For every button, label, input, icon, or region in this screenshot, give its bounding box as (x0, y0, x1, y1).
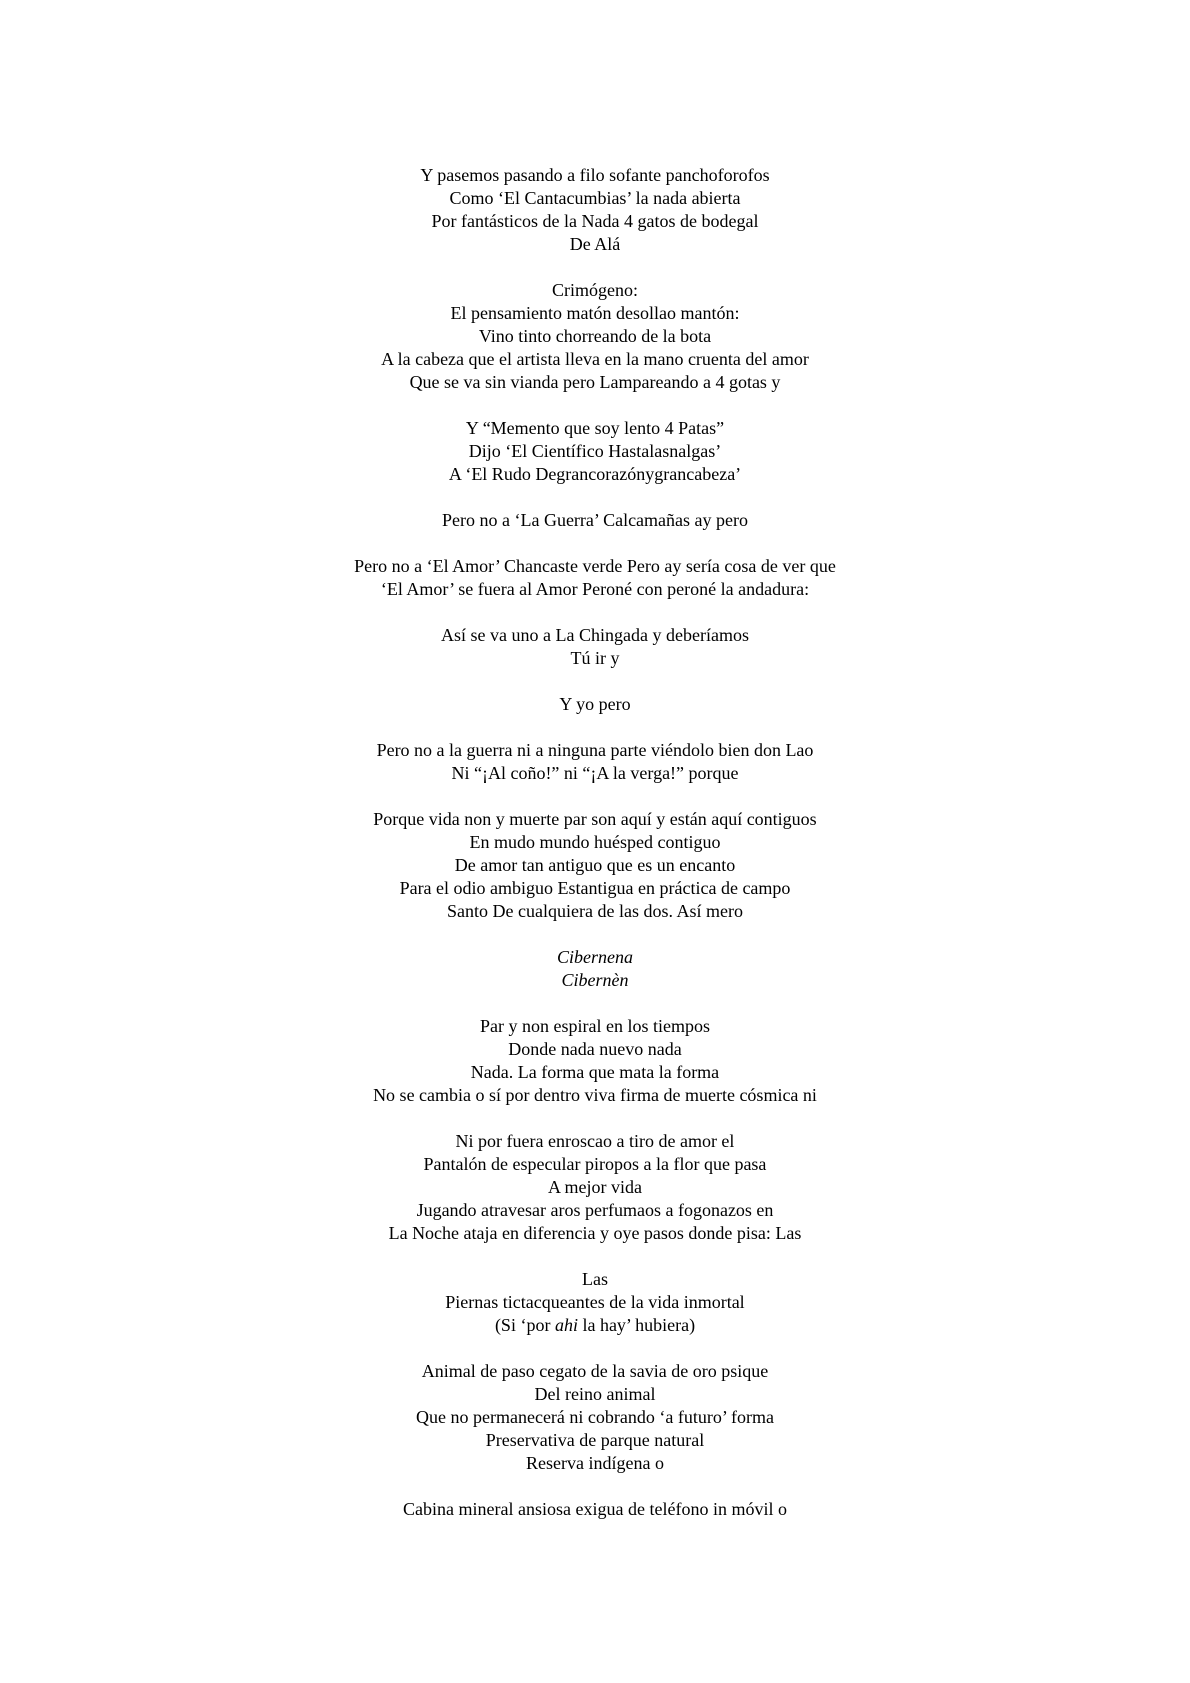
poem-line: Porque vida non y muerte par son aquí y están aquí contiguos (373, 809, 817, 829)
mixed-line-italic: ahi (554, 1315, 578, 1335)
poem-line-italic: Cibernèn (561, 970, 629, 990)
poem-line: Reserva indígena o (526, 1453, 664, 1473)
poem-line: Santo De cualquiera de las dos. Así mero (447, 901, 743, 921)
poem-line: Que se va sin vianda pero Lampareando a 4 gotas y (409, 372, 781, 392)
poem-line: Y pasemos pasando a filo sofante panchoforofos (420, 165, 770, 185)
stanza (0, 164, 1190, 256)
poem-line: Por fantásticos de la Nada 4 gatos de bodegal (431, 211, 759, 231)
poem-line: Que no permanecerá ni cobrando ‘a futuro’ forma (416, 1407, 774, 1427)
stanza (0, 808, 1190, 923)
stanza (0, 693, 1190, 716)
stanza-italic (0, 946, 1190, 992)
poem-line: Pero no a la guerra ni a ninguna parte viéndolo bien don Lao (376, 740, 814, 760)
stanza (0, 509, 1190, 532)
poem-line: A la cabeza que el artista lleva en la mano cruenta del amor (381, 349, 809, 369)
poem-line: El pensamiento matón desollao mantón: (450, 303, 740, 323)
poem-line: Preservativa de parque natural (485, 1430, 705, 1450)
poem-line: En mudo mundo huésped contiguo (469, 832, 721, 852)
poem-line: Como ‘El Cantacumbias’ la nada abierta (449, 188, 741, 208)
mixed-line-after: la hay’ hubiera) (577, 1315, 696, 1335)
poem-line: Nada. La forma que mata la forma (470, 1062, 720, 1082)
poem-line: Para el odio ambiguo Estantigua en práctica de campo (399, 878, 791, 898)
stanza (0, 1268, 1190, 1337)
poem-line: Y “Memento que soy lento 4 Patas” (465, 418, 725, 438)
poem-line: Par y non espiral en los tiempos (480, 1016, 710, 1036)
poem-line: Ni por fuera enroscao a tiro de amor el (455, 1131, 735, 1151)
poem-line: Animal de paso cegato de la savia de oro psique (421, 1361, 769, 1381)
poem-line: No se cambia o sí por dentro viva firma de muerte cósmica ni (373, 1085, 817, 1105)
poem-line: Cabina mineral ansiosa exigua de teléfono in móvil o (403, 1499, 787, 1519)
poem-line: A ‘El Rudo Degrancorazónygrancabeza’ (448, 464, 742, 484)
stanza (0, 417, 1190, 486)
poem-line: Vino tinto chorreando de la bota (478, 326, 712, 346)
poem-line: Pantalón de especular piropos a la flor que pasa (423, 1154, 767, 1174)
poem-line: Ni “¡Al coño!” ni “¡A la verga!” porque (451, 763, 739, 783)
poem-body (0, 164, 1190, 1544)
poem-line: Donde nada nuevo nada (508, 1039, 682, 1059)
poem-line: Del reino animal (534, 1384, 656, 1404)
stanza (0, 1498, 1190, 1521)
poem-line: Así se va uno a La Chingada y deberíamos (441, 625, 749, 645)
poem-line: De Alá (569, 234, 621, 254)
stanza (0, 555, 1190, 601)
poem-line: A mejor vida (548, 1177, 642, 1197)
poem-line: La Noche ataja en diferencia y oye pasos donde pisa: Las (388, 1223, 802, 1243)
stanza (0, 1130, 1190, 1245)
poem-line: ‘El Amor’ se fuera al Amor Peroné con peroné la andadura: (380, 579, 810, 599)
poem-line: De amor tan antiguo que es un encanto (454, 855, 736, 875)
stanza (0, 1360, 1190, 1475)
poem-line: Dijo ‘El Científico Hastalasnalgas’ (468, 441, 722, 461)
mixed-line-before: (Si ‘por (494, 1315, 555, 1335)
stanza (0, 279, 1190, 394)
stanza (0, 739, 1190, 785)
stanza (0, 1015, 1190, 1107)
poem-line: Piernas tictacqueantes de la vida inmortal (445, 1292, 745, 1312)
poem-line: Las (582, 1269, 608, 1289)
poem-line: Jugando atravesar aros perfumaos a fogonazos en (416, 1200, 774, 1220)
stanza (0, 624, 1190, 670)
poem-line: Y yo pero (559, 694, 631, 714)
poem-line: Pero no a ‘La Guerra’ Calcamañas ay pero (441, 510, 749, 530)
poem-line-mixed (0, 1314, 1190, 1337)
poem-line: Tú ir y (570, 648, 620, 668)
poem-line: Crimógeno: (552, 280, 638, 300)
poem-line-italic: Cibernena (557, 947, 633, 967)
poem-line: Pero no a ‘El Amor’ Chancaste verde Pero ay sería cosa de ver que (354, 556, 836, 576)
